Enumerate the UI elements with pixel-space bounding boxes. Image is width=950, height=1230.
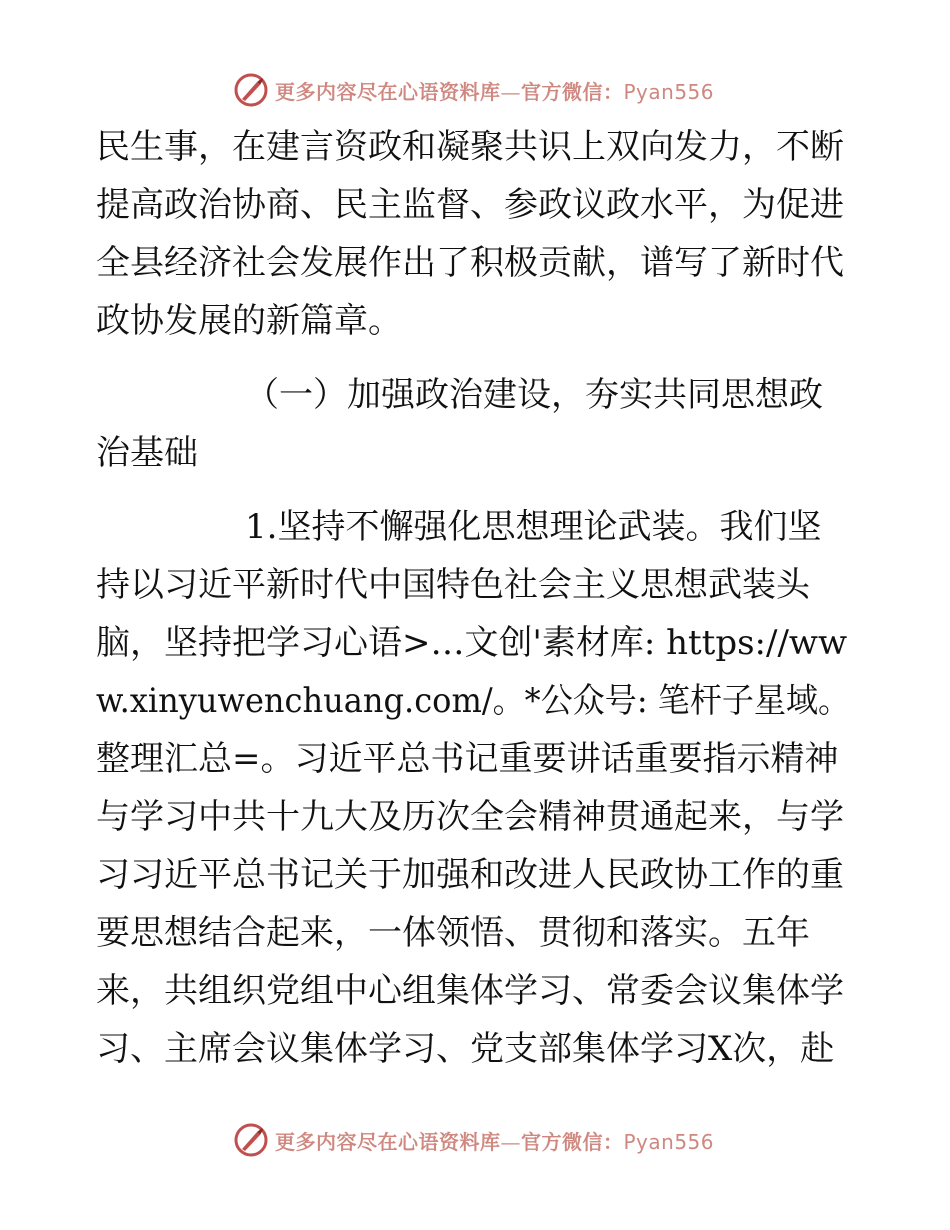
watermark-text: 更多内容尽在心语资料库—官方微信：Pyan556 xyxy=(275,1129,715,1154)
body-line-10: w.xinyuwenchuang.com/。*公众号: 笔杆子星域。 xyxy=(96,681,851,721)
section-heading-line-2: 治基础 xyxy=(96,433,198,473)
header-watermark xyxy=(233,72,714,108)
watermark-text: 更多内容尽在心语资料库—官方微信：Pyan556 xyxy=(275,79,715,104)
quill-logo-icon xyxy=(233,1122,269,1158)
body-line-2: 提高政治协商、民主监督、参政议政水平，为促进 xyxy=(96,185,844,225)
body-line-12: 与学习中共十九大及历次全会精神贯通起来，与学 xyxy=(96,797,844,837)
body-line-15: 来，共组织党组中心组集体学习、常委会议集体学 xyxy=(96,971,844,1011)
footer-watermark xyxy=(233,1122,714,1158)
quill-logo-icon xyxy=(233,72,269,108)
section-heading-line-1: （一）加强政治建设，夯实共同思想政 xyxy=(245,375,823,415)
body-line-11: 整理汇总=。习近平总书记重要讲话重要指示精神 xyxy=(96,739,839,779)
body-line-13: 习习近平总书记关于加强和改进人民政协工作的重 xyxy=(96,855,844,895)
subheading-line: 1.坚持不懈强化思想理论武装。我们坚 xyxy=(245,507,822,547)
body-line-16: 习、主席会议集体学习、党支部集体学习X次，赴 xyxy=(96,1029,835,1069)
body-line-4: 政协发展的新篇章。 xyxy=(96,301,402,341)
body-line-1: 民生事，在建言资政和凝聚共识上双向发力，不断 xyxy=(96,127,844,167)
body-line-3: 全县经济社会发展作出了积极贡献，谱写了新时代 xyxy=(96,243,844,283)
body-line-14: 要思想结合起来，一体领悟、贯彻和落实。五年 xyxy=(96,913,810,953)
body-line-8: 持以习近平新时代中国特色社会主义思想武装头 xyxy=(96,565,810,605)
body-line-9: 脑，坚持把学习心语>…文创'素材库: https://ww xyxy=(96,623,848,663)
